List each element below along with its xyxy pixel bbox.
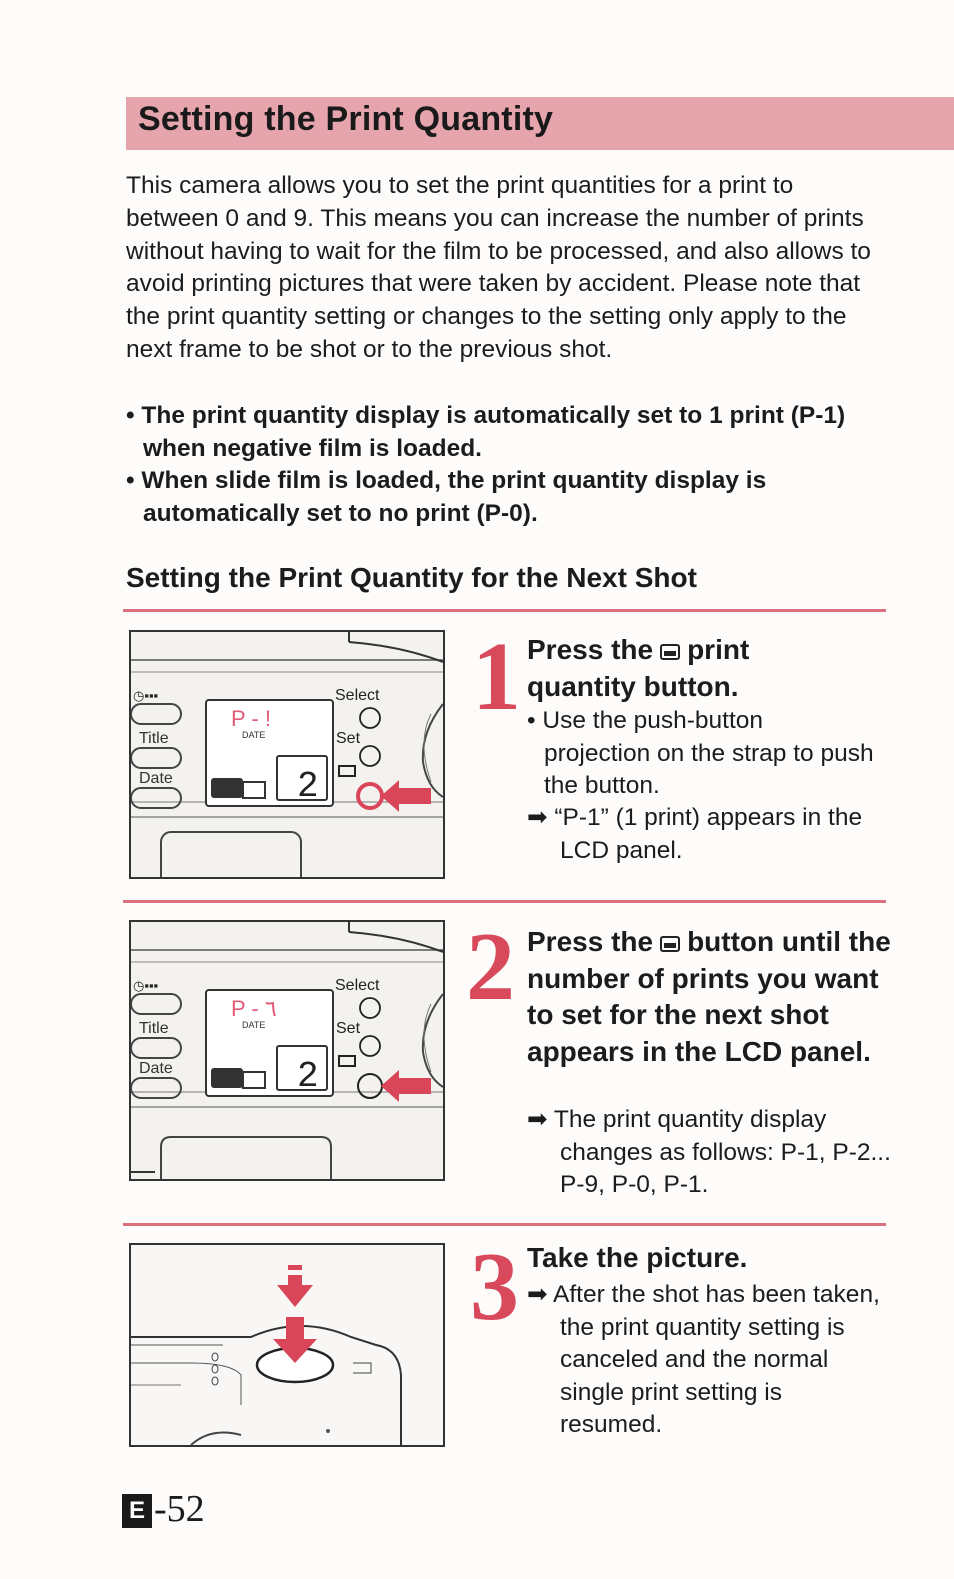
camera-top-illustration bbox=[131, 1245, 443, 1445]
heading-text: print bbox=[687, 634, 750, 665]
step-number: 1 bbox=[472, 623, 521, 731]
camera-back-illustration bbox=[131, 922, 443, 1179]
arrow-right-icon: ➡ bbox=[527, 1106, 554, 1133]
print-quantity-icon bbox=[659, 643, 681, 661]
date-label: Date bbox=[139, 770, 173, 787]
result-text: After the shot has been taken, the print quantity setting is canceled and the normal single print setting is resumed. bbox=[552, 1281, 880, 1439]
arrow-right-icon: ➡ bbox=[527, 1281, 553, 1308]
print-quantity-icon bbox=[659, 935, 681, 953]
step-1-result bbox=[527, 802, 900, 867]
note-negative-film: • The print quantity display is automatically set to 1 print (P-1) when negative film is loaded. bbox=[126, 402, 846, 462]
svg-text:P - ٦: P - ٦ bbox=[231, 996, 277, 1021]
page-title: Setting the Print Quantity bbox=[138, 100, 554, 138]
divider bbox=[123, 1223, 886, 1226]
note-slide-film: • When slide film is loaded, the print quantity display is automatically set to no print (P-0). bbox=[126, 467, 767, 527]
intro-paragraph: This camera allows you to set the print quantities for a print to between 0 and 9. This means you can increase the number of prints without having to wait for the film to be processed, and also allows to avoid printing pictures that were taken by accident. Please note that the print quantity setting or changes to the setting only apply to the next frame to be shot or to the previous shot. bbox=[126, 172, 871, 363]
select-label: Select bbox=[335, 977, 380, 994]
step-3-heading: Take the picture. bbox=[527, 1242, 748, 1273]
heading-text: Press the bbox=[527, 634, 654, 665]
result-text: The print quantity display changes as follows: P-1, P-2... P-9, P-0, P-1. bbox=[553, 1106, 891, 1199]
camera-back-illustration bbox=[131, 632, 443, 877]
step-3-result bbox=[527, 1279, 880, 1442]
svg-text:◷▪▪▪: ◷▪▪▪ bbox=[133, 978, 159, 993]
title-label: Title bbox=[139, 730, 169, 747]
date-label: Date bbox=[139, 1060, 173, 1077]
arrow-right-icon: ➡ bbox=[527, 804, 555, 831]
select-label: Select bbox=[335, 687, 380, 704]
heading-text: Press the bbox=[527, 926, 654, 957]
lcd-date-label: DATE bbox=[242, 1020, 266, 1030]
step-1-bullet: • Use the push-button projection on the strap to push the button. bbox=[527, 707, 874, 800]
step-2-heading bbox=[527, 924, 899, 1070]
step-number: 3 bbox=[470, 1233, 519, 1341]
heading-text: the number of prints you want to set for the next shot appears in the LCD panel. bbox=[527, 926, 891, 1067]
heading-text: button until bbox=[687, 926, 842, 957]
lcd-date-label: DATE bbox=[242, 730, 266, 740]
result-text: “P-1” (1 print) appears in the LCD panel. bbox=[554, 804, 863, 864]
page-number-text: -52 bbox=[154, 1488, 205, 1530]
step-3-figure bbox=[129, 1243, 445, 1447]
section-title: Setting the Print Quantity for the Next Shot bbox=[126, 562, 697, 593]
divider bbox=[123, 900, 886, 903]
note-text: The print quantity display is automatically set to 1 print (P-1) when negative film is loaded. bbox=[141, 402, 846, 462]
bullet-text: Use the push-button projection on the strap to push the button. bbox=[542, 707, 874, 800]
page-number bbox=[122, 1487, 205, 1531]
step-2-figure bbox=[129, 920, 445, 1181]
title-label: Title bbox=[139, 1020, 169, 1037]
step-1-heading bbox=[527, 632, 827, 705]
step-1-figure bbox=[129, 630, 445, 879]
set-label: Set bbox=[336, 1020, 361, 1037]
step-2-result bbox=[527, 1104, 906, 1202]
set-label: Set bbox=[336, 730, 361, 747]
heading-text: quantity button. bbox=[527, 670, 739, 702]
step-number: 2 bbox=[466, 913, 515, 1021]
section-badge: E bbox=[122, 1494, 152, 1528]
svg-text:◷▪▪▪: ◷▪▪▪ bbox=[133, 688, 159, 703]
divider bbox=[123, 609, 886, 612]
lcd-readout: P - ! bbox=[231, 706, 271, 731]
frame-counter: 2 bbox=[297, 766, 319, 807]
note-text: When slide film is loaded, the print quantity display is automatically set to no print (P-0). bbox=[141, 467, 767, 527]
frame-counter: 2 bbox=[297, 1056, 319, 1097]
